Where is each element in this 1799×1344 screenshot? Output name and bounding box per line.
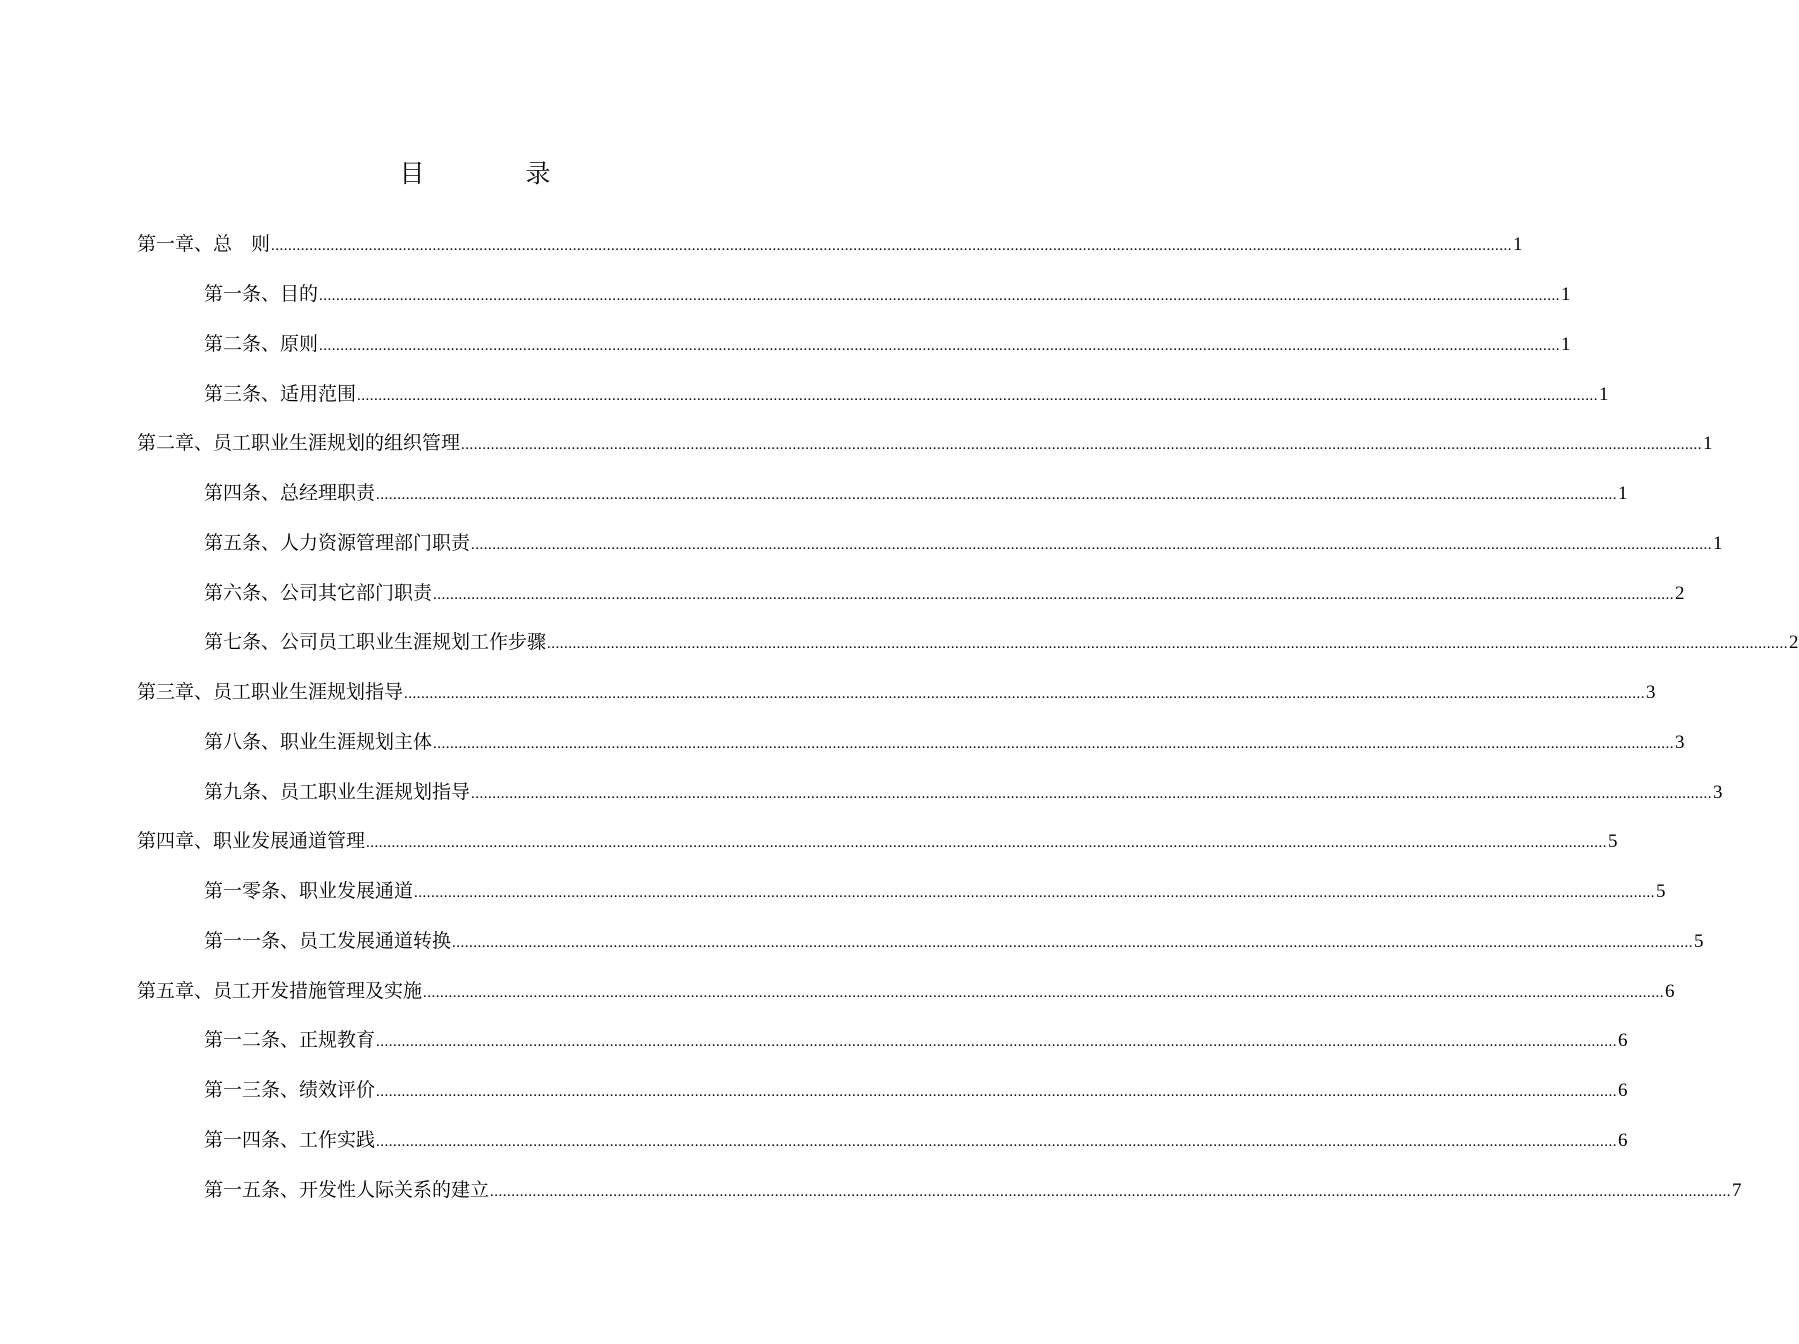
dot-leader — [319, 288, 1560, 305]
entry-page-number: 3 — [1713, 781, 1723, 803]
entry-number: 第六条、 — [204, 581, 281, 604]
toc-title: 目 录 — [399, 159, 589, 188]
entry-title: 职业发展通道管理 — [213, 830, 366, 853]
entry-number: 第一条、 — [204, 283, 281, 306]
entry-title: 开发性人际关系的建立 — [299, 1178, 490, 1201]
dot-leader — [376, 1084, 1617, 1101]
entry-page-number: 6 — [1618, 1129, 1628, 1151]
dot-leader — [423, 985, 1664, 1002]
entry-title: 员工开发措施管理及实施 — [213, 979, 423, 1002]
entry-title: 员工职业生涯规划指导 — [213, 681, 404, 704]
toc-article-entry[interactable] — [0, 1014, 1628, 1064]
entry-number: 第一三条、 — [204, 1079, 300, 1102]
entry-number: 第一一条、 — [204, 929, 300, 952]
table-of-contents — [0, 218, 1799, 1213]
entry-page-number: 1 — [1561, 333, 1571, 355]
entry-page-number: 5 — [1608, 831, 1618, 853]
entry-page-number: 3 — [1646, 682, 1656, 704]
entry-page-number: 5 — [1656, 881, 1666, 903]
dot-leader — [376, 487, 1617, 504]
entry-number: 第一零条、 — [204, 880, 300, 903]
dot-leader — [490, 1184, 1731, 1201]
entry-title: 员工职业生涯规划的组织管理 — [213, 432, 461, 455]
dot-leader — [452, 935, 1693, 952]
entry-number: 第五章、 — [137, 979, 214, 1002]
entry-title: 目的 — [280, 283, 319, 306]
toc-chapter-entry[interactable] — [0, 815, 1618, 865]
toc-article-entry[interactable] — [0, 915, 1704, 965]
dot-leader — [547, 636, 1788, 653]
entry-title: 人力资源管理部门职责 — [280, 531, 471, 554]
dot-leader — [433, 736, 1674, 753]
entry-number: 第二条、 — [204, 332, 281, 355]
toc-chapter-entry[interactable] — [0, 417, 1713, 467]
entry-title: 原则 — [280, 332, 319, 355]
entry-number: 第九条、 — [204, 780, 281, 803]
toc-article-entry[interactable] — [0, 1064, 1628, 1114]
entry-page-number: 1 — [1703, 433, 1713, 455]
entry-number: 第一四条、 — [204, 1128, 300, 1151]
dot-leader — [461, 437, 1702, 454]
toc-chapter-entry[interactable] — [0, 964, 1675, 1014]
toc-article-entry[interactable] — [0, 318, 1571, 368]
entry-page-number: 5 — [1694, 930, 1704, 952]
entry-page-number: 1 — [1618, 483, 1628, 505]
entry-number: 第五条、 — [204, 531, 281, 554]
dot-leader — [357, 388, 1598, 405]
entry-page-number: 6 — [1618, 1080, 1628, 1102]
entry-number: 第七条、 — [204, 631, 281, 654]
toc-article-entry[interactable] — [0, 716, 1685, 766]
entry-title: 绩效评价 — [299, 1079, 376, 1102]
entry-page-number: 2 — [1675, 582, 1685, 604]
entry-title: 职业发展通道 — [299, 880, 414, 903]
entry-number: 第八条、 — [204, 730, 281, 753]
toc-article-entry[interactable] — [0, 367, 1609, 417]
toc-chapter-entry[interactable] — [0, 666, 1656, 716]
entry-page-number: 2 — [1789, 632, 1799, 654]
toc-article-entry[interactable] — [0, 865, 1666, 915]
entry-number: 第二章、 — [137, 432, 214, 455]
entry-number: 第一章、 — [137, 233, 214, 256]
entry-page-number: 1 — [1513, 234, 1523, 256]
toc-article-entry[interactable] — [0, 517, 1723, 567]
dot-leader — [376, 1034, 1617, 1051]
dot-leader — [366, 835, 1607, 852]
entry-number: 第四章、 — [137, 830, 214, 853]
entry-title: 职业生涯规划主体 — [280, 730, 433, 753]
entry-title: 公司员工职业生涯规划工作步骤 — [280, 631, 547, 654]
entry-page-number: 7 — [1732, 1179, 1742, 1201]
toc-article-entry[interactable] — [0, 616, 1799, 666]
toc-article-entry[interactable] — [0, 765, 1723, 815]
entry-number: 第三条、 — [204, 382, 281, 405]
entry-page-number: 1 — [1713, 532, 1723, 554]
entry-page-number: 6 — [1665, 980, 1675, 1002]
entry-number: 第三章、 — [137, 681, 214, 704]
entry-title: 员工职业生涯规划指导 — [280, 780, 471, 803]
entry-title: 工作实践 — [299, 1128, 376, 1151]
dot-leader — [471, 537, 1712, 554]
entry-number: 第一二条、 — [204, 1029, 300, 1052]
dot-leader — [376, 1134, 1617, 1151]
toc-article-entry[interactable] — [0, 268, 1571, 318]
entry-number: 第一五条、 — [204, 1178, 300, 1201]
entry-number: 第四条、 — [204, 482, 281, 505]
dot-leader — [271, 238, 1512, 255]
dot-leader — [404, 686, 1645, 703]
dot-leader — [414, 885, 1655, 902]
toc-article-entry[interactable] — [0, 467, 1628, 517]
dot-leader — [471, 786, 1712, 803]
entry-title: 总 则 — [213, 233, 271, 256]
entry-page-number: 6 — [1618, 1030, 1628, 1052]
dot-leader — [433, 587, 1674, 604]
toc-article-entry[interactable] — [0, 1163, 1742, 1213]
toc-article-entry[interactable] — [0, 1114, 1628, 1164]
toc-article-entry[interactable] — [0, 566, 1685, 616]
entry-title: 总经理职责 — [280, 482, 376, 505]
entry-title: 公司其它部门职责 — [280, 581, 433, 604]
entry-page-number: 3 — [1675, 731, 1685, 753]
entry-title: 适用范围 — [280, 382, 357, 405]
entry-page-number: 1 — [1599, 383, 1609, 405]
dot-leader — [319, 338, 1560, 355]
entry-title: 员工发展通道转换 — [299, 929, 452, 952]
entry-title: 正规教育 — [299, 1029, 376, 1052]
toc-chapter-entry[interactable] — [0, 218, 1523, 268]
entry-page-number: 1 — [1561, 284, 1571, 306]
